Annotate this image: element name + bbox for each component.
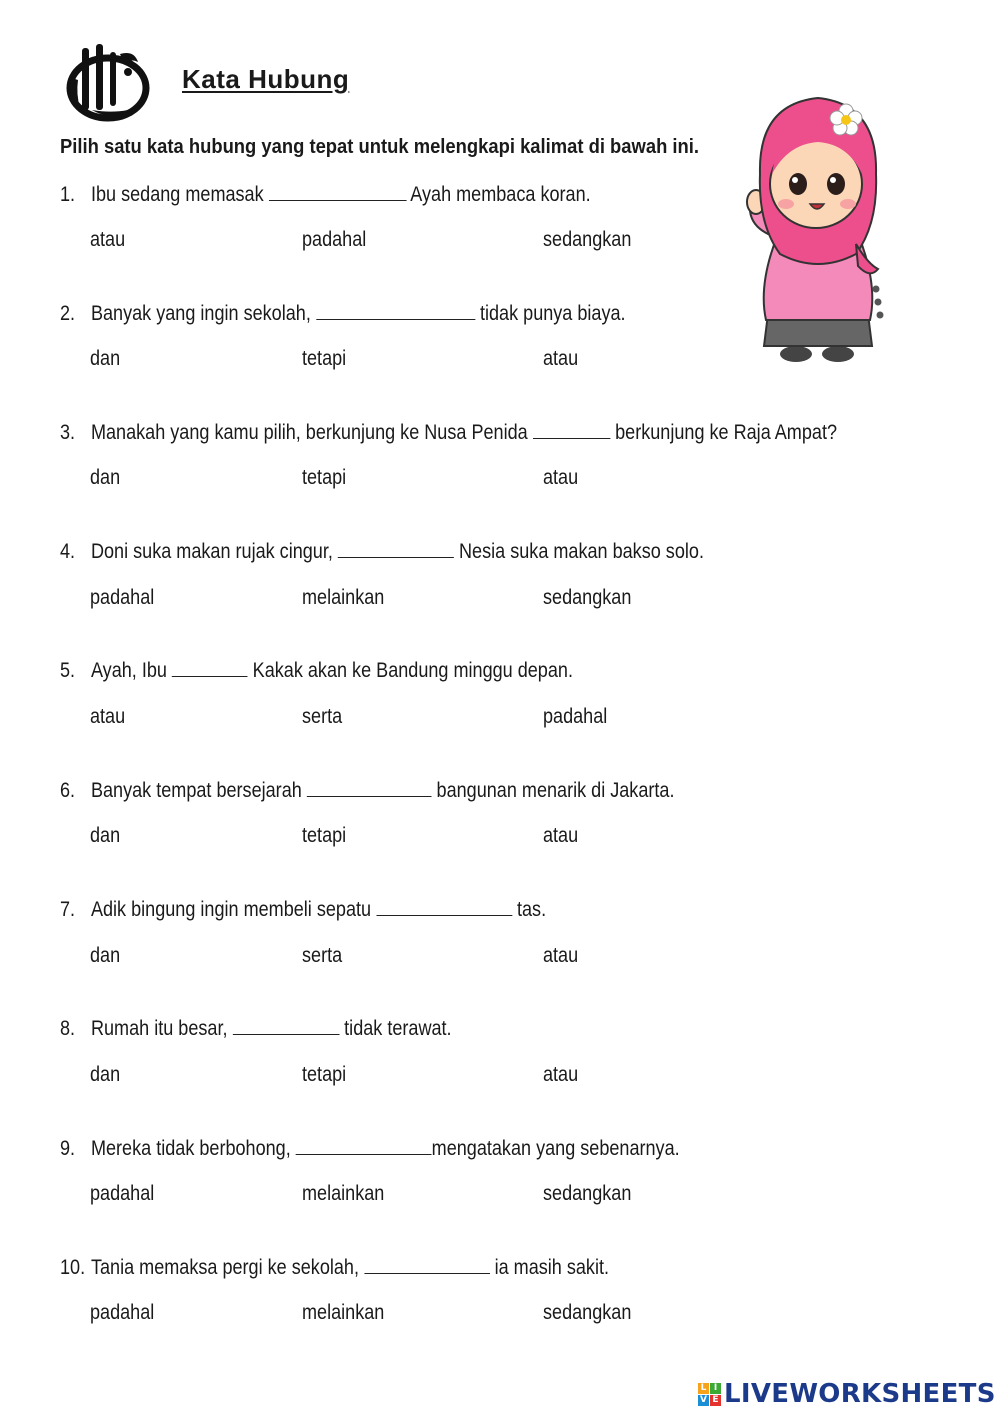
option-a[interactable]: atau: [90, 705, 126, 728]
option-a[interactable]: dan: [90, 1063, 121, 1086]
question-text-before: Banyak yang ingin sekolah,: [90, 302, 316, 325]
question-text-before: Tania memaksa pergi ke sekolah,: [90, 1256, 365, 1279]
question-5: [60, 656, 573, 683]
question-text-before: Ayah, Ibu: [90, 659, 172, 682]
answer-blank[interactable]: [233, 1014, 340, 1035]
option-a[interactable]: padahal: [90, 1182, 155, 1205]
badge-letter: I: [710, 1383, 721, 1394]
instruction-text: Pilih satu kata hubung yang tepat untuk melengkapi kalimat di bawah ini.: [60, 136, 699, 158]
question-10: [60, 1253, 609, 1280]
option-c[interactable]: padahal: [543, 705, 608, 728]
answer-blank[interactable]: [269, 180, 407, 201]
question-text-before: Rumah itu besar,: [90, 1017, 233, 1040]
question-4: [60, 537, 704, 564]
option-b[interactable]: tetapi: [302, 347, 347, 370]
option-b[interactable]: tetapi: [302, 824, 347, 847]
question-8: [60, 1014, 452, 1041]
option-c[interactable]: atau: [543, 1063, 579, 1086]
question-6: [60, 776, 674, 803]
option-a[interactable]: padahal: [90, 1301, 155, 1324]
question-text-after: mengatakan yang sebenarnya.: [431, 1137, 680, 1160]
badge-letter: L: [698, 1383, 709, 1394]
option-b[interactable]: serta: [302, 944, 343, 967]
option-b[interactable]: padahal: [302, 228, 367, 251]
option-c[interactable]: atau: [543, 466, 579, 489]
question-text-after: bangunan menarik di Jakarta.: [431, 779, 675, 802]
question-text-after: Ayah membaca koran.: [406, 183, 591, 206]
option-c[interactable]: atau: [543, 944, 579, 967]
question-text-after: tidak punya biaya.: [474, 302, 626, 325]
watermark-text: LIVEWORKSHEETS: [724, 1379, 996, 1409]
calligraphy-logo-icon: [62, 38, 158, 122]
question-1: [60, 180, 591, 207]
question-text-before: Banyak tempat bersejarah: [90, 779, 307, 802]
option-c[interactable]: sedangkan: [543, 1301, 632, 1324]
liveworksheets-watermark: [698, 1376, 996, 1412]
question-text-after: berkunjung ke Raja Ampat?: [610, 421, 838, 444]
question-number: 6.: [60, 779, 76, 802]
answer-blank[interactable]: [364, 1253, 490, 1274]
answer-blank[interactable]: [338, 537, 454, 558]
answer-blank[interactable]: [376, 895, 512, 916]
answer-blank[interactable]: [307, 776, 432, 797]
option-a[interactable]: dan: [90, 347, 121, 370]
answer-blank[interactable]: [533, 418, 610, 439]
answer-blank[interactable]: [172, 656, 248, 677]
page-title: Kata Hubung: [182, 64, 350, 94]
option-b[interactable]: melainkan: [302, 1182, 385, 1205]
question-text-before: Adik bingung ingin membeli sepatu: [90, 898, 377, 921]
option-b[interactable]: melainkan: [302, 1301, 385, 1324]
option-c[interactable]: sedangkan: [543, 1182, 632, 1205]
question-text-after: Nesia suka makan bakso solo.: [454, 540, 704, 563]
question-number: 1.: [60, 183, 76, 206]
option-a[interactable]: dan: [90, 466, 121, 489]
question-number: 3.: [60, 421, 76, 444]
question-number: 2.: [60, 302, 76, 325]
answer-blank[interactable]: [316, 299, 475, 320]
question-text-before: Ibu sedang memasak: [90, 183, 269, 206]
option-c[interactable]: atau: [543, 347, 579, 370]
question-text-before: Manakah yang kamu pilih, berkunjung ke Nusa Penida: [90, 421, 533, 444]
option-b[interactable]: melainkan: [302, 586, 385, 609]
question-text-after: tidak terawat.: [339, 1017, 452, 1040]
question-text-before: Doni suka makan rujak cingur,: [90, 540, 338, 563]
option-a[interactable]: dan: [90, 944, 121, 967]
option-c[interactable]: atau: [543, 824, 579, 847]
question-text-after: Kakak akan ke Bandung minggu depan.: [247, 659, 573, 682]
option-b[interactable]: serta: [302, 705, 343, 728]
question-3: [60, 418, 837, 445]
option-a[interactable]: atau: [90, 228, 126, 251]
badge-letter: V: [698, 1395, 709, 1406]
answer-blank[interactable]: [296, 1134, 432, 1155]
hijab-girl-illustration-icon: [738, 84, 898, 366]
question-text-before: Mereka tidak berbohong,: [90, 1137, 296, 1160]
option-c[interactable]: sedangkan: [543, 586, 632, 609]
question-number: 9.: [60, 1137, 76, 1160]
liveworksheets-badge-icon: [698, 1383, 721, 1406]
question-number: 8.: [60, 1017, 76, 1040]
question-number: 5.: [60, 659, 76, 682]
question-text-after: ia masih sakit.: [489, 1256, 610, 1279]
badge-letter: E: [710, 1395, 721, 1406]
question-2: [60, 299, 626, 326]
question-7: [60, 895, 546, 922]
option-b[interactable]: tetapi: [302, 1063, 347, 1086]
question-number: 10.: [60, 1256, 86, 1279]
question-text-after: tas.: [511, 898, 547, 921]
question-number: 4.: [60, 540, 76, 563]
question-number: 7.: [60, 898, 76, 921]
option-c[interactable]: sedangkan: [543, 228, 632, 251]
option-b[interactable]: tetapi: [302, 466, 347, 489]
question-9: [60, 1134, 680, 1161]
option-a[interactable]: dan: [90, 824, 121, 847]
option-a[interactable]: padahal: [90, 586, 155, 609]
